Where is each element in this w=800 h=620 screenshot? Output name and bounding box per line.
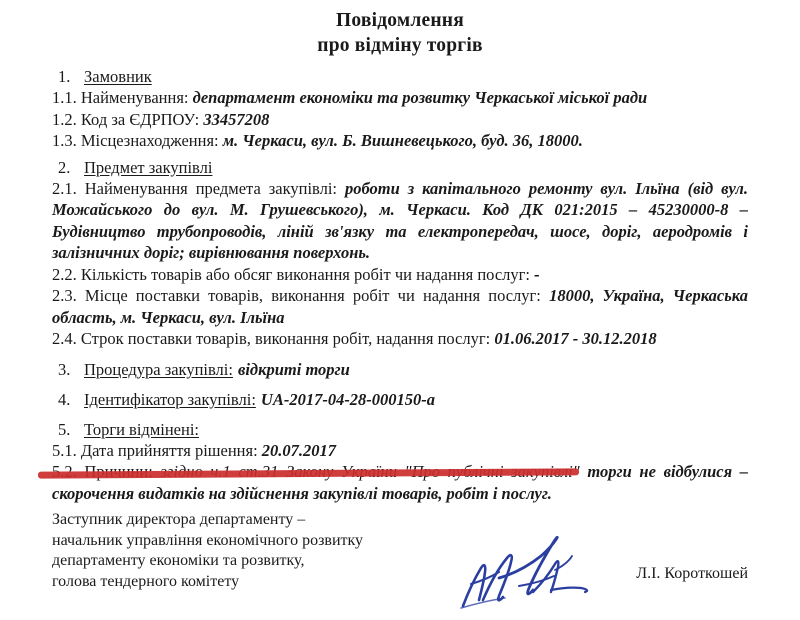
section-5-heading [58,419,748,440]
section-2-heading [58,157,748,178]
section-4-title: Ідентифікатор закупівлі: [84,389,256,409]
title-line-2: про відміну торгів [317,35,483,56]
item-1-3-value: м. Черкаси, вул. Б. Вишневецького, буд. 36, 18000. [222,131,583,150]
signatory-title-line-2: начальник управління економічного розвитку [52,531,364,549]
item-1-2 [52,109,748,131]
item-2-4-value: 01.06.2017 - 30.12.2018 [494,329,657,348]
section-3-heading [58,359,748,380]
signatory-title-block [52,510,363,592]
item-5-2 [52,461,748,504]
section-3-title: Процедура закупівлі: [84,359,233,379]
item-5-1-label: 5.1. Дата прийняття рішення: [52,440,258,460]
item-1-3-label: 1.3. Місцезнаходження: [52,131,219,150]
section-2-number: 2. [58,157,71,177]
item-5-2-value-reason: торги не відбулися – скорочення видатків на здійснення закупівлі товарів, робіт і послуг. [52,462,749,503]
section-5-title: Торги відмінені: [84,419,200,439]
signatory-name: Л.І. Короткошей [636,565,748,582]
document-body [52,66,748,504]
section-3-value: відкриті торги [237,359,350,379]
item-1-2-value: 33457208 [203,109,270,129]
item-2-3-label: 2.3. Місце поставки товарів, виконання робіт чи надання послуг: [52,286,541,305]
item-2-1-value: роботи з капітального ремонту вул. Ільїна (від вул. Можайського до вул. М. Грушевського), м. Черкаси. Код ДК 021:2015 – 45230000-8 – Будівництво трубопроводів, ліній зв'язку та електропередач, шосе, доріг, аеродромів і залізничних доріг; вирівнювання поверхонь. [52,178,749,262]
signatory-title-line-4: голова тендерного комітету [52,572,240,590]
section-3-number: 3. [58,359,71,379]
section-5-number: 5. [58,419,71,439]
section-4-heading [58,389,748,410]
section-1-title: Замовник [84,67,152,86]
item-1-3 [52,130,748,152]
item-2-2 [52,264,748,286]
title-line-1: Повідомлення [336,10,464,31]
item-1-1-label: 1.1. Найменування: [52,88,189,107]
section-1-heading [58,66,748,87]
item-2-2-label: 2.2. Кількість товарів або обсяг виконання робіт чи надання послуг: [52,264,530,284]
section-1-number: 1. [58,67,71,86]
handwritten-signature-icon [455,534,605,618]
item-5-1-value: 20.07.2017 [261,440,337,460]
section-4-value: UA-2017-04-28-000150-а [260,389,436,409]
item-2-4-label: 2.4. Строк поставки товарів, виконання робіт, надання послуг: [52,329,491,348]
item-1-1-value: департамент економіки та розвитку Черкаської міської ради [192,88,648,107]
item-2-3 [52,285,748,328]
item-2-4 [52,328,748,350]
section-2-title: Предмет закупівлі [84,157,213,177]
item-2-1 [52,178,748,264]
item-5-1 [52,440,748,462]
document-title [0,0,800,58]
signatory-title-line-1: Заступник директора департаменту – [52,511,306,528]
item-2-1-label: 2.1. Найменування предмета закупівлі: [52,178,338,198]
item-1-2-label: 1.2. Код за ЄДРПОУ: [52,109,200,129]
section-4-number: 4. [58,389,71,409]
item-2-3-value: 18000, Україна, Черкаська область, м. Черкаси, вул. Ільїна [52,286,748,327]
item-1-1 [52,87,748,109]
signatory-title-line-3: департаменту економіки та розвитку, [52,552,305,569]
item-2-2-value: - [534,264,540,284]
